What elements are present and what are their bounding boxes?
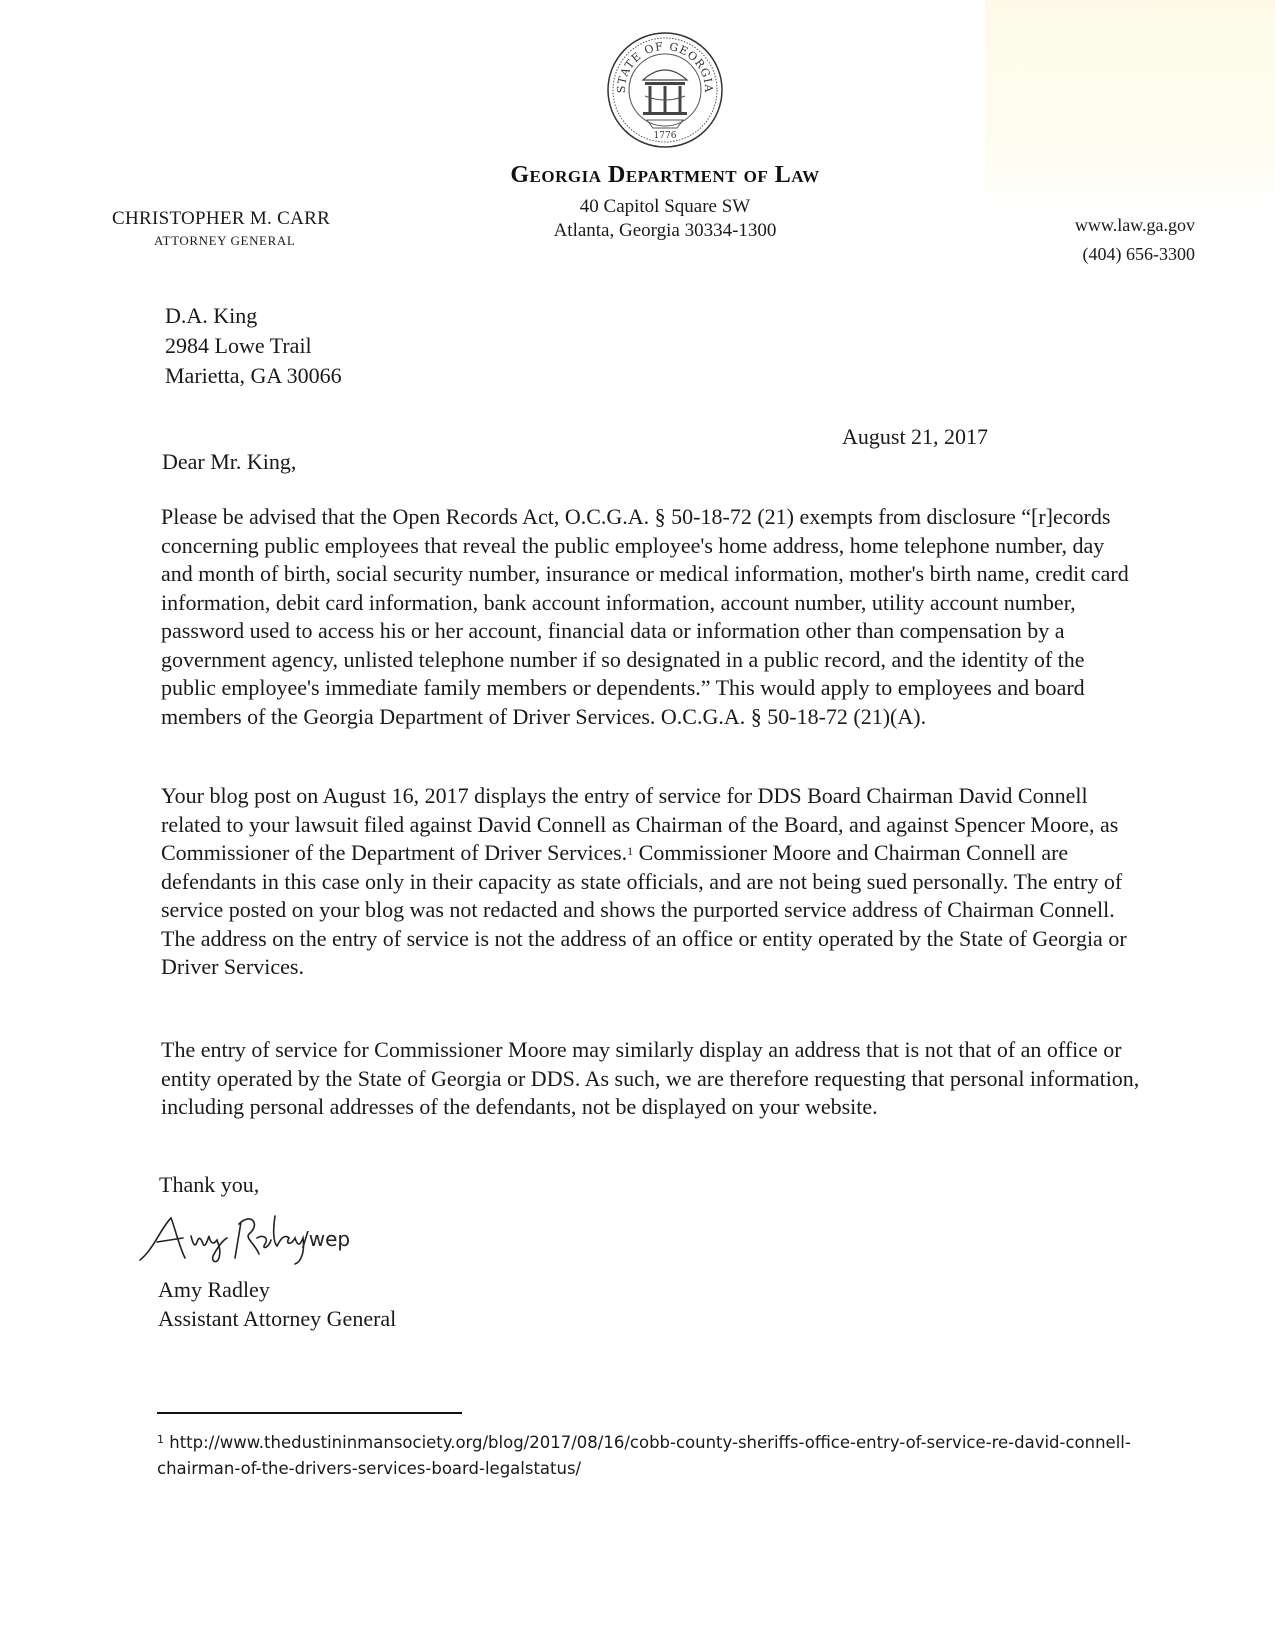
closing: Thank you,	[159, 1172, 260, 1197]
seal-year: 1776	[653, 131, 677, 141]
footnote-number: 1	[157, 1433, 164, 1446]
body-paragraph-2	[161, 782, 1141, 982]
body-paragraph-3: The entry of service for Commissioner Moore may similarly display an address that is not that of an office or entity operated by the State of Georgia or DDS. As such, we are therefore requesting that personal information, including personal addresses of the defendants, not be displayed on your website.	[161, 1037, 1140, 1119]
department-address-line2: Atlanta, Georgia 30334-1300	[553, 220, 777, 241]
letter-date: August 21, 2017	[842, 424, 989, 449]
salutation: Dear Mr. King,	[162, 449, 297, 474]
recipient-name: D.A. King	[165, 303, 258, 328]
body-paragraph-2-part1: Your blog post on August 16, 2017 displays the entry of service for DDS Board Chairman David Connell related to your lawsuit filed against David Connell as Chairman of the Board, and against Spencer Moore, as Commissioner of the Department of Driver Services.	[161, 783, 1119, 865]
signer-title: Assistant Attorney General	[158, 1306, 397, 1331]
recipient-street: 2984 Lowe Trail	[165, 333, 312, 358]
signature-initials: /wep	[302, 1227, 351, 1251]
body-paragraph-1: Please be advised that the Open Records Act, O.C.G.A. § 50-18-72 (21) exempts from disclosure “[r]ecords concerning public employees that reveal the public employee's home address, home telephone number, day and month of birth, social security number, insurance or medical information, mother's birth name, credit card information, debit card information, bank account information, account number, utility account number, password used to access his or her account, financial data or information other than compensation by a government agency, unlisted telephone number if so designated in a public record, and the identity of the public employee's immediate family members or dependents.” This would apply to employees and board members of the Georgia Department of Driver Services. O.C.G.A. § 50-18-72 (21)(A).	[161, 504, 1129, 729]
department-address-line1: 40 Capitol Square SW	[579, 196, 751, 217]
attorney-general-title: ATTORNEY GENERAL	[154, 233, 296, 248]
footnote	[157, 1430, 1157, 1482]
body-paragraph-2-part2: Commissioner Moore and Chairman Connell are defendants in this case only in their capacity as state officials, and are not being sued personally. The entry of service posted on your blog was not redacted and shows the purported service address of Chairman Connell. The address on the entry of service is not the address of an office or entity operated by the State of Georgia or Driver Services.	[161, 840, 1127, 979]
department-phone: (404) 656-3300	[1082, 244, 1195, 264]
footnote-divider	[157, 1412, 462, 1414]
department-name: Georgia Department of Law	[510, 162, 820, 188]
footnote-ref: 1	[627, 844, 634, 858]
department-website: www.law.ga.gov	[1074, 215, 1195, 235]
svg-text:STATE OF GEORGIA	[615, 40, 715, 94]
state-seal-icon	[605, 30, 725, 150]
signer-name: Amy Radley	[158, 1277, 270, 1302]
attorney-general-name: CHRISTOPHER M. CARR	[112, 208, 331, 229]
scan-tint	[985, 0, 1275, 205]
recipient-city: Marietta, GA 30066	[165, 363, 342, 388]
footnote-link[interactable]: http://www.thedustininmansociety.org/blog/2017/08/16/cobb-county-sheriffs-office-entry-of-service-re-david-connell-chairman-of-the-drivers-services-board-legalstatus/	[157, 1433, 1131, 1478]
seal-arc-text: STATE OF GEORGIA	[614, 39, 716, 94]
